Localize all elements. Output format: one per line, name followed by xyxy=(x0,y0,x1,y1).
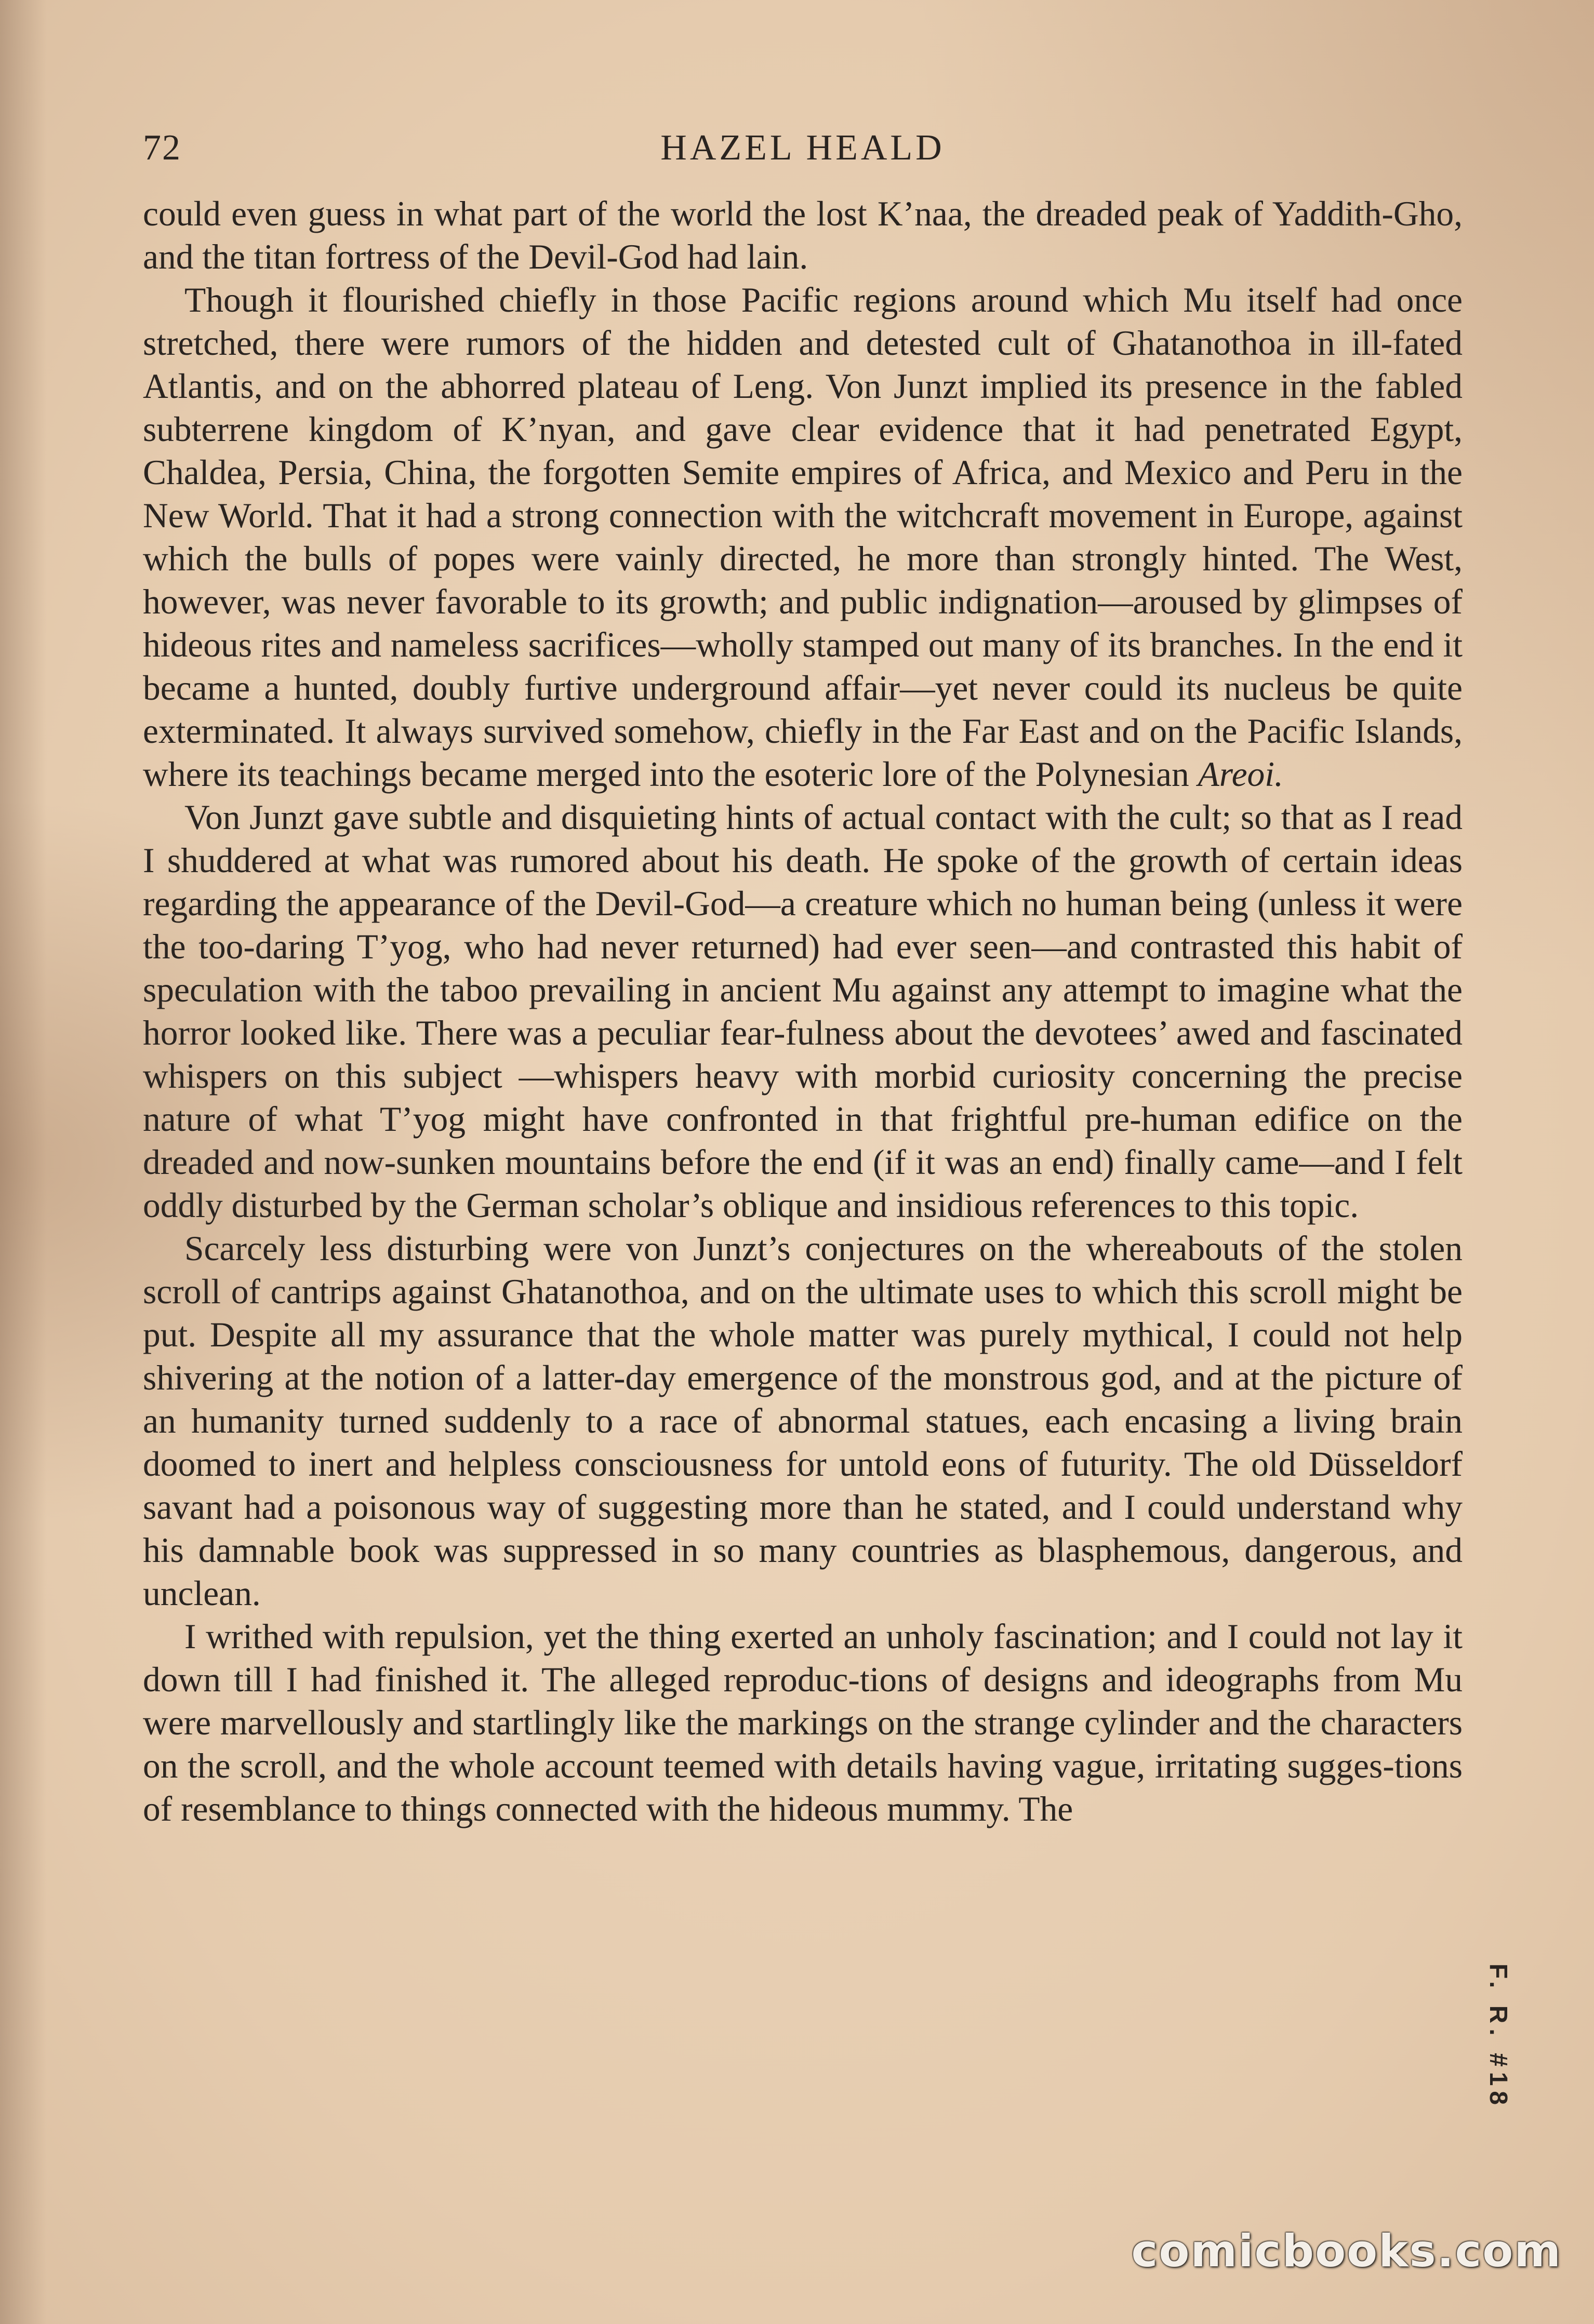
body-text xyxy=(143,192,1463,1831)
paragraph-3: Von Junzt gave subtle and disquieting hints of actual contact with the cult; so that as I read I shuddered at what was rumored about his death. He spoke of the growth of certain ideas regarding the appearance of the Devil-God—a creature which no human being (unless it were the too-daring T’yog, who had never returned) had ever seen—and contrasted this habit of speculation with the taboo prevailing in ancient Mu against any attempt to imagine what the horror looked like. There was a peculiar fear-fulness about the devotees’ awed and fascinated whispers on this subject —whispers heavy with morbid curiosity concerning the precise nature of what T’yog might have confronted in that frightful pre-human edifice on the dreaded and now-sunken mountains before the end (if it was an end) finally came—and I felt oddly disturbed by the German scholar’s oblique and insidious references to this topic. xyxy=(143,798,1463,1225)
page-number: 72 xyxy=(143,128,181,168)
running-head-title: HAZEL HEALD xyxy=(660,128,945,168)
paragraph-1: could even guess in what part of the world the lost K’naa, the dreaded peak of Yaddith-Gho, and the titan fortress of the Devil-God had lain. xyxy=(143,194,1463,276)
site-watermark: comicbooks.com xyxy=(1131,2225,1562,2277)
paragraph-2-italic-word: Areoi. xyxy=(1198,755,1283,794)
paragraph-2-text: Though it flourished chiefly in those Pacific regions around which Mu itself had once stretched, there were rumors of the hidden and detested cult of Ghatanothoa in ill-fated Atlantis, and on the abhorred plateau of Leng. Von Junzt implied its presence in the fabled subterrene kingdom of K’nyan, and gave clear evidence that it had penetrated Egypt, Chaldea, Persia, China, the forgotten Semite empires of Africa, and Mexico and Peru in the New World. That it had a strong connection with the witchcraft movement in Europe, against which the bulls of popes were vainly directed, he more than strongly hinted. The West, however, was never favorable to its growth; and public indignation—aroused by glimpses of hideous rites and nameless sacrifices—wholly stamped out many of its branches. In the end it became a hunted, doubly furtive underground affair—yet never could its nucleus be quite exterminated. It always survived somehow, chiefly in the Far East and on the Pacific Islands, where its teachings became merged into the esoteric lore of the Polynesian xyxy=(143,281,1463,794)
page-edge-shadow xyxy=(0,0,47,2324)
paragraph-4: Scarcely less disturbing were von Junzt’s conjectures on the whereabouts of the stolen scroll of cantrips against Ghatanothoa, and on the ultimate uses to which this scroll might be put. Despite all my assurance that the whole matter was purely mythical, I could not help shivering at the notion of a latter-day emergence of the monstrous god, and at the picture of an humanity turned suddenly to a race of abnormal statues, each encasing a living brain doomed to inert and helpless consciousness for untold eons of futurity. The old Düsseldorf savant had a poisonous way of suggesting more than he stated, and I could understand why his damnable book was suppressed in so many countries as blasphemous, dangerous, and unclean. xyxy=(143,1229,1463,1613)
paragraph-5: I writhed with repulsion, yet the thing exerted an unholy fascination; and I could not lay it down till I had finished it. The alleged reproduc-tions of designs and ideographs from Mu were marvellously and startlingly like the markings on the strange cylinder and the characters on the scroll, and the whole account teemed with details having vague, irritating sugges-tions of resemblance to things connected with the hideous mummy. The xyxy=(143,1617,1463,1828)
running-head xyxy=(143,119,1463,177)
paragraph-2 xyxy=(143,278,1463,796)
margin-stamp: F. R. #18 xyxy=(1484,1964,1512,2111)
